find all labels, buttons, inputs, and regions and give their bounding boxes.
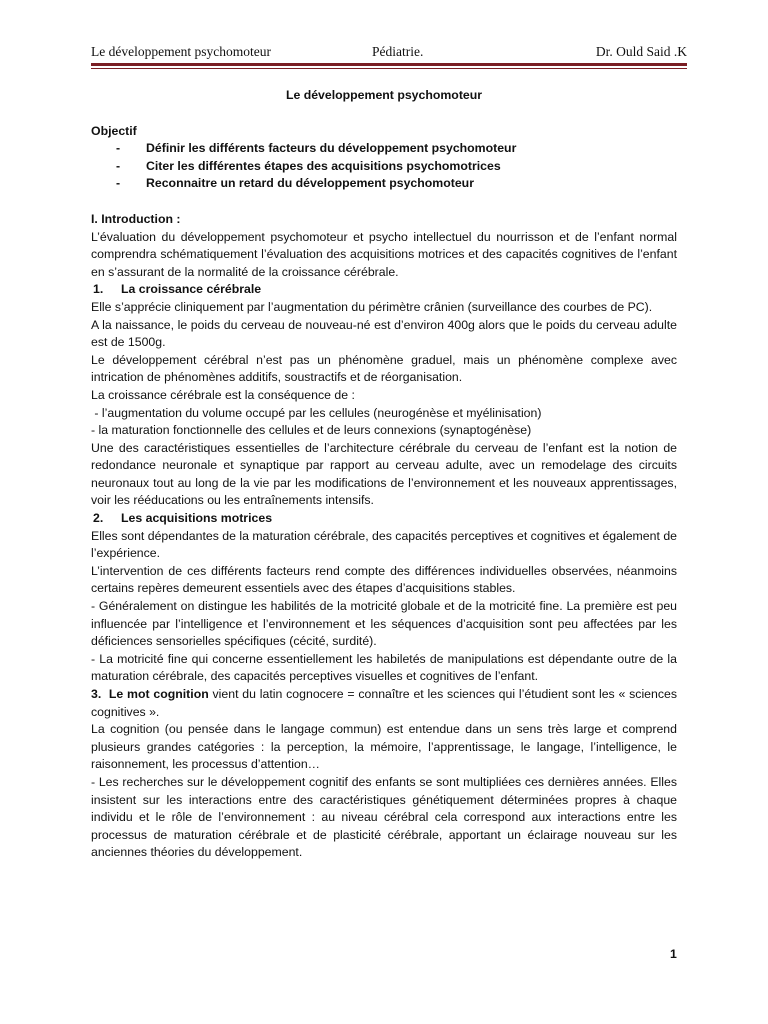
section2-paragraph: L’intervention de ces différents facteurs rend compte des différences individuelles observées, néanmoins certains repères demeurent essentiels avec des étapes d’acquisitions stables. — [91, 563, 677, 596]
section1-number: 1. — [93, 282, 104, 297]
objectif-item: - Citer les différentes étapes des acquisitions psychomotrices — [116, 158, 501, 173]
header-center: Pédiatrie. — [372, 44, 424, 59]
section3-lead — [91, 686, 677, 721]
objectif-item: - Définir les différents facteurs du développement psychomoteur — [116, 141, 517, 156]
spacer — [91, 193, 677, 211]
section2-paragraph: - La motricité fine qui concerne essentiellement les habiletés de manipulations est dépendante outre de la maturation cérébrale, des capacités perceptives visuelles et cognitives de l’enfant. — [91, 651, 677, 684]
objectif-list — [91, 140, 677, 193]
objectif-heading: Objectif — [91, 123, 137, 138]
header-right: Dr. Ould Said .K — [595, 44, 687, 59]
section2-number: 2. — [93, 511, 104, 526]
section1-paragraph: Elle s’apprécie cliniquement par l’augmentation du périmètre crânien (surveillance des courbes de PC). — [91, 299, 653, 314]
section1-paragraph: - l’augmentation du volume occupé par les cellules (neurogénèse et myélinisation) — [91, 405, 542, 420]
section1-heading: 1. La croissance cérébrale — [91, 281, 677, 299]
objectif-item: - Reconnaitre un retard du développement psychomoteur — [116, 176, 474, 191]
section3-paragraph: La cognition (ou pensée dans le langage commun) est entendue dans un sens très large et comprend plusieurs grandes catégories : la perception, la mémoire, l’apprentissage, le langage, l’intelligence, le raisonnement, les processus d’attention… — [91, 722, 677, 772]
section2-paragraph: - Généralement on distingue les habilités de la motricité globale et de la motricité fine. La première est peu influencée par l’intelligence et l’environnement et les séquences d’acquisition sont peu affectées par les déficiences sensorielles spécifiques (cécité, surdité). — [91, 599, 677, 649]
section1-paragraph: A la naissance, le poids du cerveau de nouveau-né est d’environ 400g alors que le poids du cerveau adulte est de 1500g. — [91, 317, 677, 350]
section2-heading: 2. Les acquisitions motrices — [91, 510, 677, 528]
intro-heading: I. Introduction : — [91, 211, 181, 226]
section2-paragraph: Elles sont dépendantes de la maturation cérébrale, des capacités perceptives et cognitives et également de l’expérience. — [91, 528, 677, 561]
section3-lead-text: vient du latin cognocere = connaître et les sciences qui l’étudient sont les « sciences cognitives ». — [91, 687, 677, 719]
section3-paragraph: - Les recherches sur le développement cognitif des enfants se sont multipliées ces dernières années. Elles insistent sur les interactions entre des caractéristiques génétiquement déterminées propres à chaque individu et le rôle de l’environnement : au niveau cérébral cela correspond aux interactions entre les processus de maturation cérébrale et de plasticité cérébrale, apportant un éclairage nouveau sur les anciennes théories du développement. — [91, 774, 677, 860]
document-body — [91, 87, 677, 862]
section3-heading: Le mot cognition — [108, 687, 209, 701]
header-rule-thick — [91, 63, 687, 66]
document-title: Le développement psychomoteur — [285, 88, 483, 102]
section1-paragraph: Le développement cérébral n’est pas un phénomène graduel, mais un phénomène complexe avec intrication de phénomènes additifs, soustractifs et de réorganisation. — [91, 352, 677, 385]
header-rule-thin — [91, 68, 687, 69]
section1-paragraph: La croissance cérébrale est la conséquence de : — [91, 387, 355, 402]
header-left: Le développement psychomoteur — [91, 44, 271, 59]
page-header — [91, 43, 687, 61]
section3-number: 3. — [91, 687, 102, 701]
section1-paragraph: Une des caractéristiques essentielles de l’architecture cérébrale du cerveau de l’enfant est la notion de redondance neuronale et synaptique par rapport au cerveau adulte, avec un remodelage des circuits neuronaux tout au long de la vie par les modifications de l’environnement et les nouveaux apprentissages, voir les rééducations ou les entraînements intensifs. — [91, 440, 677, 508]
page-number: 1 — [670, 947, 677, 961]
section1-paragraph: - la maturation fonctionnelle des cellules et de leurs connexions (synaptogénèse) — [91, 423, 532, 438]
intro-text: L’évaluation du développement psychomoteur et psycho intellectuel du nourrisson et de l’enfant normal comprendra schématiquement l’évaluation des acquisitions motrices et des capacités cognitives de l’enfant en s’assurant de la normalité de la croissance cérébrale. — [91, 229, 677, 279]
